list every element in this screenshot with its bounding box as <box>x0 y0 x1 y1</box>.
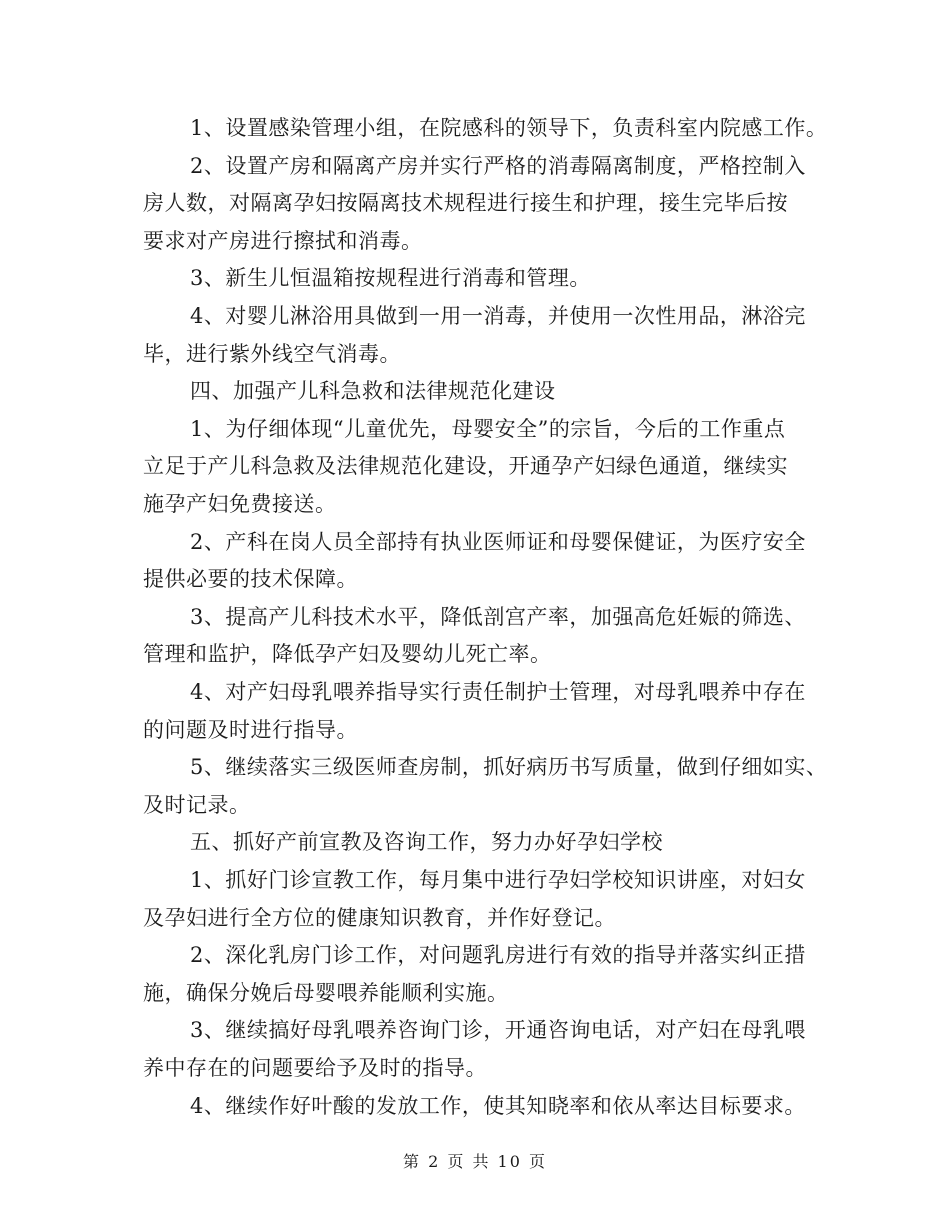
text-line-content: 立足于产儿科急救及法律规范化建设，开通孕产妇绿色通道，继续实 <box>143 454 788 479</box>
text-line-content: 2、深化乳房门诊工作，对问题乳房进行有效的指导并落实纠正措 <box>190 943 806 968</box>
text-line-content: 要求对产房进行擦拭和消毒。 <box>143 228 423 253</box>
text-line <box>0 900 950 936</box>
text-line <box>0 411 950 447</box>
text-line-content: 四、加强产儿科急救和法律规范化建设 <box>190 379 556 404</box>
text-line <box>0 1050 950 1086</box>
text-line <box>0 787 950 823</box>
text-line <box>0 975 950 1011</box>
page-footer: 第 2 页 共 10 页 <box>403 1152 547 1171</box>
text-line <box>0 298 950 334</box>
text-line <box>0 260 950 296</box>
text-line-content: 4、继续作好叶酸的发放工作，使其知晓率和依从率达目标要求。 <box>190 1093 806 1118</box>
text-line-content: 4、对产妇母乳喂养指导实行责任制护士管理，对母乳喂养中存在 <box>190 680 806 704</box>
text-line-content: 2、产科在岗人员全部持有执业医师证和母婴保健证，为医疗安全 <box>190 529 806 554</box>
text-line <box>0 486 950 522</box>
text-line-content: 管理和监护，降低孕产妇及婴幼儿死亡率。 <box>143 642 552 667</box>
text-line <box>0 636 950 672</box>
text-line-content: 4、对婴儿淋浴用具做到一用一消毒，并使用一次性用品，淋浴完 <box>190 304 806 328</box>
text-line-content: 2、设置产房和隔离产房并实行严格的消毒隔离制度，严格控制入 <box>190 153 806 178</box>
text-line-content: 3、新生儿恒温箱按规程进行消毒和管理。 <box>190 266 591 291</box>
text-line-content: 施孕产妇免费接送。 <box>143 492 337 516</box>
text-line-content: 养中存在的问题要给予及时的指导。 <box>143 1056 487 1080</box>
text-line <box>0 749 950 785</box>
text-line-content: 房人数，对隔离孕妇按隔离技术规程进行接生和护理，接生完毕后按 <box>143 191 788 216</box>
text-line <box>0 599 950 635</box>
text-line <box>0 148 950 184</box>
text-line <box>0 110 950 146</box>
text-line <box>0 1012 950 1048</box>
text-line <box>0 223 950 259</box>
text-line-content: 1、抓好门诊宣教工作，每月集中进行孕妇学校知识讲座，对妇女 <box>190 868 806 892</box>
text-line-content: 毕，进行紫外线空气消毒。 <box>143 341 401 366</box>
text-line <box>0 824 950 860</box>
text-line <box>0 373 950 409</box>
text-line-content: 5、继续落实三级医师查房制，抓好病历书写质量，做到仔细如实、 <box>190 755 828 780</box>
text-line-content: 五、抓好产前宣教及咨询工作，努力办好孕妇学校 <box>190 830 663 855</box>
text-line-content: 的问题及时进行指导。 <box>143 717 358 742</box>
text-line <box>0 336 950 372</box>
text-line-content: 3、提高产儿科技术水平，降低剖宫产率，加强高危妊娠的筛选、 <box>190 604 806 629</box>
text-line <box>0 448 950 484</box>
text-line-content: 及孕妇进行全方位的健康知识教育，并作好登记。 <box>143 905 616 930</box>
text-line <box>0 185 950 221</box>
text-line-content: 1、为仔细体现“儿童优先，母婴安全”的宗旨，今后的工作重点 <box>190 416 786 441</box>
text-line-content: 3、继续搞好母乳喂养咨询门诊，开通咨询电话，对产妇在母乳喂 <box>190 1018 806 1043</box>
text-line <box>0 862 950 898</box>
text-line <box>0 712 950 748</box>
text-line <box>0 674 950 710</box>
text-line-content: 1、设置感染管理小组，在院感科的领导下，负责科室内院感工作。 <box>190 116 828 140</box>
text-line <box>0 1088 950 1124</box>
text-line <box>0 524 950 560</box>
text-line-content: 施，确保分娩后母婴喂养能顺利实施。 <box>143 980 509 1005</box>
text-line-content: 提供必要的技术保障。 <box>143 567 358 592</box>
text-line <box>0 561 950 597</box>
text-line <box>0 937 950 973</box>
text-line-content: 及时记录。 <box>143 792 251 817</box>
